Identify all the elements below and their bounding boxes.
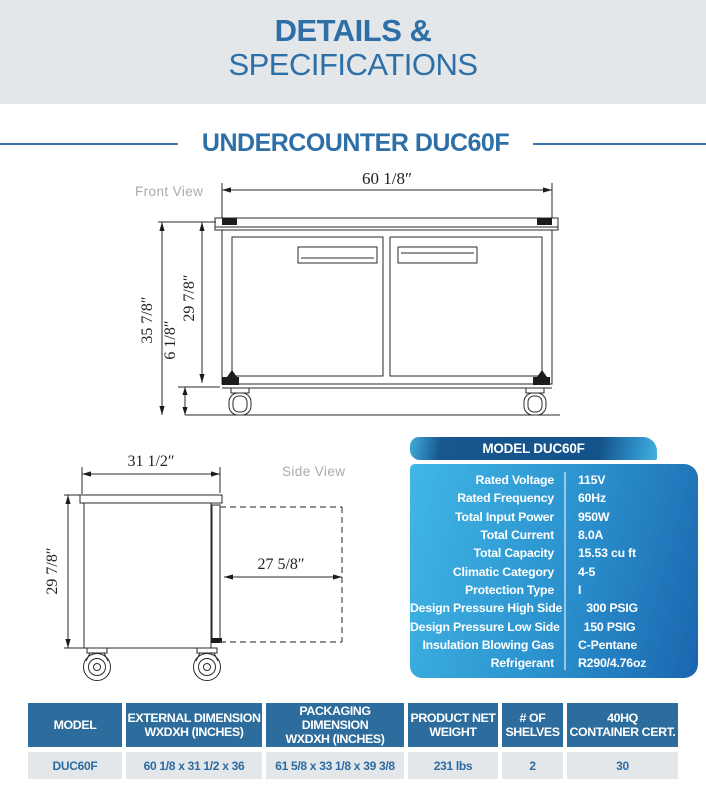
page-title-line1: DETAILS & xyxy=(274,13,432,48)
front-width-dim-text: 60 1/8″ xyxy=(361,169,413,188)
side-cabinet-outline xyxy=(80,495,222,648)
spec-label: Total Capacity xyxy=(473,546,554,561)
spec-value: R290/4.76oz xyxy=(578,656,647,671)
summary-header-packaging-dimension xyxy=(266,703,404,747)
summary-value-external: 60 1/8 x 31 1/2 x 36 xyxy=(126,752,262,779)
spec-row-pressure-low xyxy=(410,617,698,635)
side-door-clearance-text: 27 5/8″ xyxy=(257,556,305,573)
front-hinge-bottom-left xyxy=(222,377,239,385)
front-width-dimension xyxy=(222,169,552,218)
spec-row-blowing-gas xyxy=(410,636,698,654)
side-door-clearance-dimension xyxy=(224,556,342,580)
header-line: EXTERNAL DIMENSION xyxy=(127,711,261,725)
front-body-height-dimension xyxy=(181,222,205,383)
side-height-dim-text: 29 7/8″ xyxy=(44,547,61,595)
summary-value-packaging: 61 5/8 x 33 1/8 x 39 3/8 xyxy=(266,752,404,779)
front-total-height-dimension xyxy=(139,222,216,415)
side-height-dimension xyxy=(44,495,84,648)
summary-table xyxy=(28,703,678,779)
spec-label: Rated Voltage xyxy=(475,473,554,488)
front-total-height-text: 35 7/8″ xyxy=(139,296,156,344)
spec-row-refrigerant xyxy=(410,654,698,672)
header-line: # OF xyxy=(519,711,546,725)
spec-label: Design Pressure High Side xyxy=(410,601,563,616)
header-line: WEIGHT xyxy=(429,725,477,739)
front-right-door xyxy=(390,237,542,376)
spec-table-title-banner xyxy=(410,437,657,460)
spec-value: 15.53 cu ft xyxy=(578,546,636,561)
front-leg-height-text: 6 1/8″ xyxy=(162,320,179,360)
spec-table xyxy=(410,437,698,678)
header-line: PRODUCT NET xyxy=(410,711,496,725)
summary-data-row xyxy=(28,752,678,779)
front-body-height-text: 29 7/8″ xyxy=(181,274,198,322)
front-view-label: Front View xyxy=(135,184,204,199)
spec-value: 150 PSIG xyxy=(583,619,636,634)
header-line: MODEL xyxy=(53,718,97,732)
title-rule-left xyxy=(0,143,178,145)
summary-value-model: DUC60F xyxy=(28,752,122,779)
spec-label: Refrigerant xyxy=(490,656,554,671)
spec-label: Total Current xyxy=(480,528,554,543)
header-line: 40HQ xyxy=(607,711,638,725)
front-leg-height-dimension xyxy=(162,320,220,415)
section-title: UNDERCOUNTER DUC60F xyxy=(201,129,510,157)
header-line: WXDXH (INCHES) xyxy=(144,725,244,739)
section-title-row xyxy=(0,129,706,158)
front-view-drawing xyxy=(120,168,600,422)
spec-table-title: MODEL DUC60F xyxy=(482,441,585,456)
header-line: SHELVES xyxy=(505,725,560,739)
front-hinge-top-right xyxy=(537,218,552,225)
front-cabinet-outline xyxy=(215,218,558,388)
spec-row-rated-frequency xyxy=(410,489,698,507)
spec-row-total-capacity xyxy=(410,544,698,562)
spec-value: 950W xyxy=(578,509,610,524)
front-hinge-top-left xyxy=(222,218,237,225)
spec-value: 300 PSIG xyxy=(586,601,638,616)
summary-header-shelves xyxy=(502,703,563,747)
spec-value: 4-5 xyxy=(578,564,596,579)
spec-label: Protection Type xyxy=(464,582,554,597)
summary-header-external-dimension xyxy=(126,703,262,747)
side-depth-dimension xyxy=(82,453,220,494)
header-line: WXDXH (INCHES) xyxy=(285,732,385,746)
spec-value: C-Pentane xyxy=(578,637,638,652)
spec-value: 8.0A xyxy=(578,528,604,543)
page-title-line2: SPECIFICATIONS xyxy=(228,47,478,82)
summary-value-shelves: 2 xyxy=(502,752,563,779)
front-caster-left xyxy=(229,388,251,415)
spec-table-body xyxy=(410,464,698,678)
front-left-door-handle xyxy=(298,247,377,263)
header-line: PACKAGING DIMENSION xyxy=(299,704,371,732)
spec-label: Insulation Blowing Gas xyxy=(422,637,554,652)
header-line: CONTAINER CERT. xyxy=(569,725,676,739)
spec-row-input-power xyxy=(410,508,698,526)
front-caster-right xyxy=(524,388,546,415)
side-door xyxy=(212,505,220,641)
spec-label: Total Input Power xyxy=(455,509,554,524)
spec-label: Climatic Category xyxy=(452,564,554,579)
spec-value: I xyxy=(578,582,582,597)
summary-header-model xyxy=(28,703,122,747)
summary-value-weight: 231 lbs xyxy=(408,752,498,779)
title-rule-right xyxy=(533,143,706,145)
spec-value: 60Hz xyxy=(578,491,606,506)
spec-row-total-current xyxy=(410,526,698,544)
summary-header-net-weight xyxy=(408,703,498,747)
side-view-label: Side View xyxy=(282,464,346,479)
side-view-drawing xyxy=(20,448,360,694)
spec-label: Rated Frequency xyxy=(457,491,554,506)
spec-label: Design Pressure Low Side xyxy=(410,619,560,634)
spec-row-climatic-category xyxy=(410,562,698,580)
front-right-door-handle xyxy=(398,247,477,263)
front-hinge-bottom-right xyxy=(533,377,550,385)
spec-row-rated-voltage xyxy=(410,471,698,489)
summary-value-container: 30 xyxy=(567,752,678,779)
side-caster-right xyxy=(194,648,221,681)
summary-header-container-cert xyxy=(567,703,678,747)
page-header-band xyxy=(0,0,706,104)
spec-value: 115V xyxy=(578,473,606,488)
side-caster-left xyxy=(84,648,111,681)
spec-row-pressure-high xyxy=(410,599,698,617)
summary-header-row xyxy=(28,703,678,747)
side-door-swing-dashed xyxy=(220,507,342,642)
spec-row-protection-type xyxy=(410,581,698,599)
side-depth-dim-text: 31 1/2″ xyxy=(127,453,175,470)
